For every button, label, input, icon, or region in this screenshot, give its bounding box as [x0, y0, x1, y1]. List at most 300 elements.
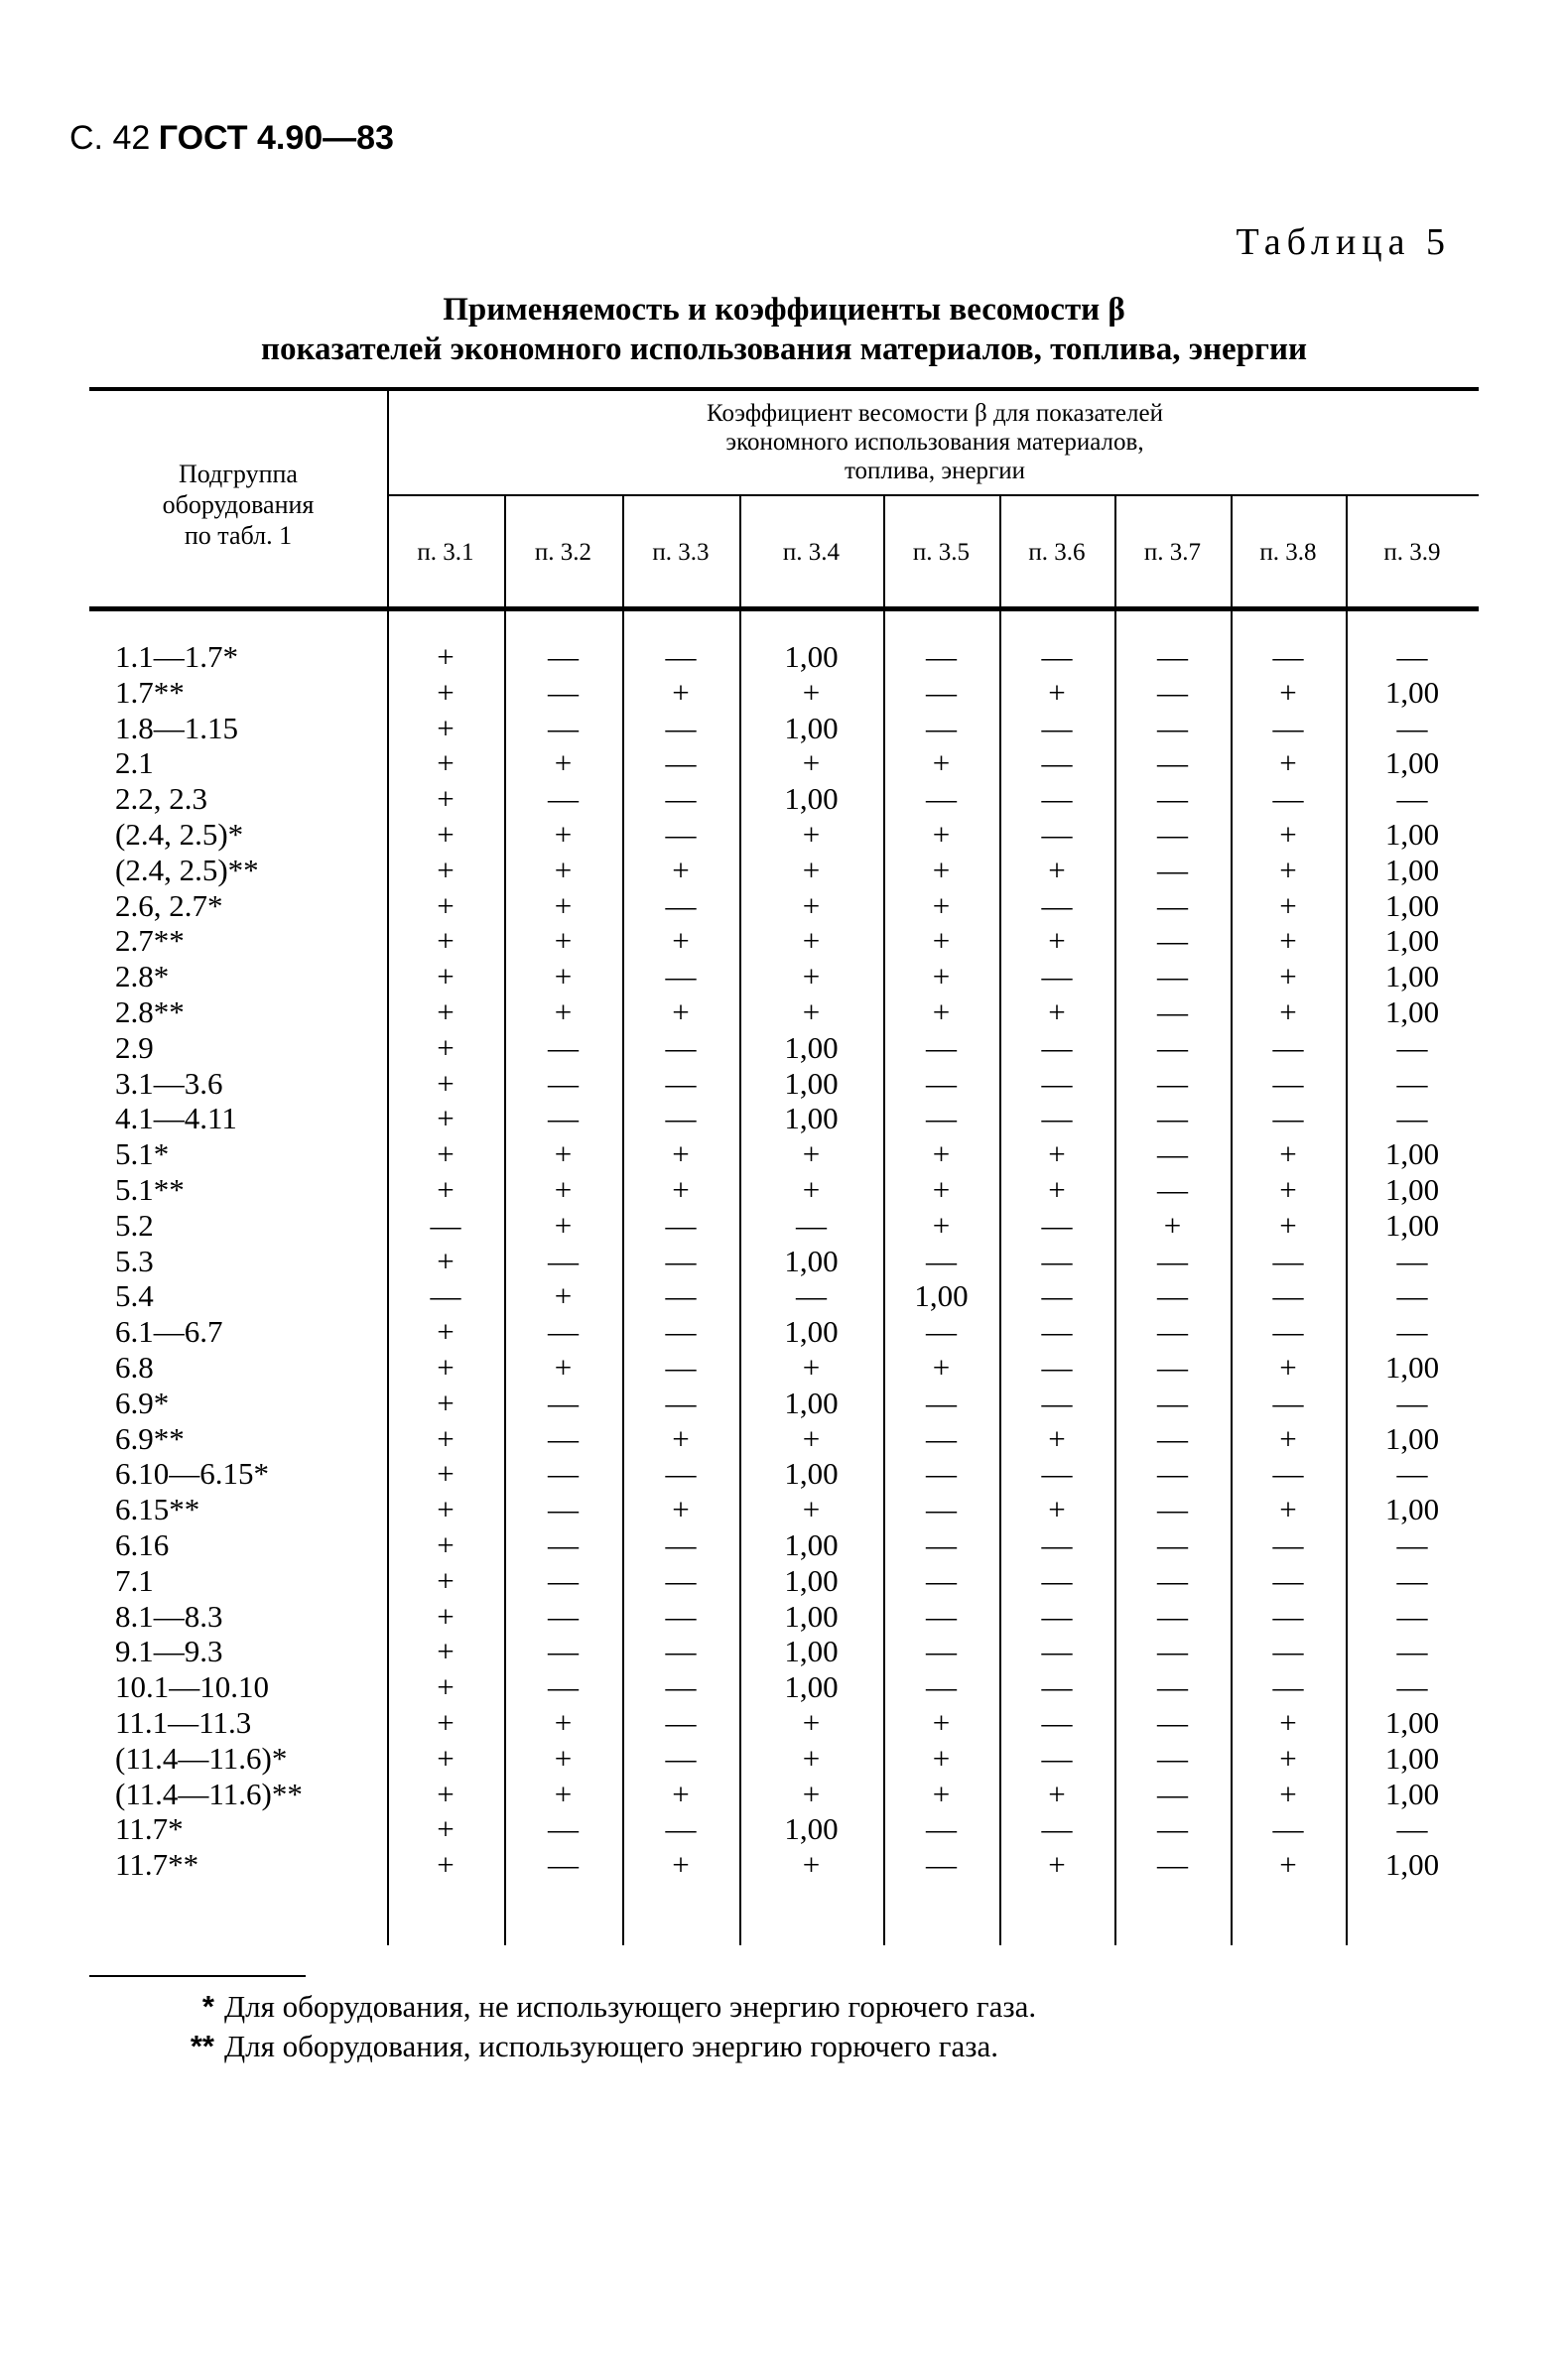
- coefficient-cell: —: [1041, 1634, 1073, 1669]
- coefficient-cell: +: [932, 1776, 951, 1811]
- coefficient-cell: —: [1396, 1314, 1428, 1350]
- table-row: [89, 1599, 1479, 1635]
- subgroup-cell: 6.10—6.15*: [115, 1456, 269, 1492]
- coefficient-cell: —: [548, 674, 579, 710]
- coefficient-cell: +: [802, 1492, 821, 1527]
- subgroup-cell: 1.1—1.7*: [115, 639, 238, 674]
- coefficient-cell: —: [1157, 852, 1188, 887]
- coefficient-cell: +: [437, 1598, 455, 1634]
- coefficient-cell: —: [1041, 1029, 1073, 1065]
- coefficient-cell: +: [1279, 959, 1297, 994]
- table-row: [89, 888, 1479, 924]
- page-header: [69, 119, 394, 158]
- coefficient-cell: —: [1041, 1101, 1073, 1136]
- coefficient-cell: —: [548, 781, 579, 817]
- table-row: [89, 711, 1479, 746]
- coefficient-cell: —: [1157, 1598, 1188, 1634]
- coefficient-cell: +: [932, 1740, 951, 1776]
- coefficient-cell: —: [1157, 1029, 1188, 1065]
- coefficient-cell: +: [802, 1740, 821, 1776]
- coefficient-cell: +: [554, 745, 573, 781]
- coefficient-cell: —: [1157, 1420, 1188, 1456]
- subgroup-cell: 5.2: [115, 1207, 154, 1243]
- coefficient-cell: 1,00: [784, 1101, 839, 1136]
- table-row: [89, 1527, 1479, 1563]
- coefficient-cell: +: [1279, 852, 1297, 887]
- coefficient-cell: —: [1272, 1669, 1304, 1705]
- coefficient-cell: —: [926, 1811, 957, 1847]
- column-header: п. 3.9: [1383, 539, 1441, 566]
- subgroup-cell: 4.1—4.11: [115, 1101, 237, 1136]
- coefficient-cell: —: [548, 1527, 579, 1562]
- coefficient-cell: —: [926, 1456, 957, 1492]
- coefficient-cell: —: [1041, 1669, 1073, 1705]
- coefficient-cell: +: [672, 1492, 690, 1527]
- coefficient-cell: —: [1041, 1314, 1073, 1350]
- table-row: [89, 1314, 1479, 1350]
- subgroup-cell: 3.1—3.6: [115, 1065, 223, 1101]
- coefficient-cell: —: [665, 1029, 697, 1065]
- coefficient-cell: —: [1157, 1740, 1188, 1776]
- coefficient-cell: 1,00: [1384, 887, 1440, 923]
- footnote-mark: *: [201, 1989, 214, 2024]
- coefficient-cell: 1,00: [1384, 1207, 1440, 1243]
- coefficient-cell: +: [437, 1350, 455, 1385]
- coefficient-cell: +: [437, 817, 455, 852]
- coefficient-cell: +: [437, 1243, 455, 1278]
- coefficient-cell: 1,00: [784, 1243, 839, 1278]
- coefficient-cell: 1,00: [1384, 1420, 1440, 1456]
- coefficient-cell: +: [554, 1207, 573, 1243]
- column-header: п. 3.1: [417, 539, 474, 566]
- coefficient-cell: +: [554, 1278, 573, 1314]
- subgroup-cell: 2.7**: [115, 923, 185, 959]
- coefficient-cell: —: [1396, 781, 1428, 817]
- coefficient-cell: 1,00: [1384, 1847, 1440, 1883]
- coefficient-cell: +: [802, 1847, 821, 1883]
- subgroup-cell: 2.1: [115, 745, 154, 781]
- table-row: [89, 853, 1479, 888]
- coefficient-cell: —: [1157, 1278, 1188, 1314]
- coefficient-cell: —: [1272, 1029, 1304, 1065]
- coefficient-cell: 1,00: [1384, 923, 1440, 959]
- subgroup-cell: 6.9*: [115, 1385, 170, 1420]
- coefficient-cell: +: [1048, 1492, 1066, 1527]
- coefficient-cell: —: [1157, 1669, 1188, 1705]
- coefficient-cell: +: [802, 1776, 821, 1811]
- subgroup-cell: 11.1—11.3: [115, 1705, 252, 1740]
- coefficient-cell: —: [665, 1669, 697, 1705]
- coefficient-cell: +: [932, 1705, 951, 1740]
- table-row: [89, 959, 1479, 994]
- coefficient-cell: 1,00: [784, 639, 839, 674]
- coefficient-cell: 1,00: [1384, 1136, 1440, 1172]
- coefficient-cell: +: [802, 1136, 821, 1172]
- coefficient-cell: +: [437, 1527, 455, 1562]
- coefficient-cell: +: [802, 817, 821, 852]
- coefficient-cell: +: [1279, 1172, 1297, 1207]
- coefficient-cell: 1,00: [1384, 959, 1440, 994]
- coefficient-cell: —: [1272, 1598, 1304, 1634]
- coefficient-cell: +: [932, 959, 951, 994]
- coefficient-cell: +: [932, 817, 951, 852]
- table-row: [89, 1705, 1479, 1741]
- subgroup-cell: 2.6, 2.7*: [115, 887, 223, 923]
- coefficient-cell: —: [665, 710, 697, 745]
- table-row: [89, 1669, 1479, 1705]
- coefficient-cell: 1,00: [784, 1065, 839, 1101]
- subgroup-cell: 2.8*: [115, 959, 170, 994]
- coefficient-cell: —: [926, 1847, 957, 1883]
- coefficient-cell: —: [1157, 1492, 1188, 1527]
- coefficient-cell: —: [926, 1527, 957, 1562]
- coefficient-cell: —: [926, 1562, 957, 1598]
- coefficient-cell: +: [1048, 994, 1066, 1029]
- coefficient-cell: —: [926, 1492, 957, 1527]
- coefficient-cell: +: [932, 994, 951, 1029]
- coefficient-cell: 1,00: [1384, 1492, 1440, 1527]
- subgroup-cell: 6.15**: [115, 1492, 200, 1527]
- coefficient-cell: —: [926, 1029, 957, 1065]
- coefficient-cell: +: [932, 1350, 951, 1385]
- subgroup-cell: 1.8—1.15: [115, 710, 238, 745]
- coefficient-cell: —: [548, 1492, 579, 1527]
- coefficient-cell: —: [665, 1101, 697, 1136]
- coefficient-cell: —: [1396, 1101, 1428, 1136]
- coefficient-cell: +: [1048, 1776, 1066, 1811]
- subgroup-cell: 6.16: [115, 1527, 170, 1562]
- subgroup-cell: 2.2, 2.3: [115, 781, 207, 817]
- coefficient-cell: +: [672, 1136, 690, 1172]
- coefficient-cell: +: [437, 959, 455, 994]
- coefficient-cell: 1,00: [1384, 1172, 1440, 1207]
- table-row: [89, 745, 1479, 781]
- coefficient-cell: 1,00: [1384, 1705, 1440, 1740]
- coefficient-cell: —: [1272, 1065, 1304, 1101]
- coefficient-cell: +: [1048, 1136, 1066, 1172]
- coefficient-cell: +: [437, 994, 455, 1029]
- coefficient-cell: +: [554, 852, 573, 887]
- coefficient-cell: +: [1048, 1847, 1066, 1883]
- coefficient-cell: +: [802, 923, 821, 959]
- coefficient-cell: 1,00: [784, 710, 839, 745]
- table-row: [89, 1634, 1479, 1669]
- coefficient-cell: —: [1041, 817, 1073, 852]
- coefficient-cell: —: [548, 1314, 579, 1350]
- coefficient-cell: —: [1272, 1634, 1304, 1669]
- coefficient-cell: —: [548, 1847, 579, 1883]
- coefficient-cell: +: [1279, 923, 1297, 959]
- column-header: п. 3.5: [912, 539, 971, 566]
- coefficient-cell: —: [1041, 1350, 1073, 1385]
- coefficient-cell: +: [1048, 852, 1066, 887]
- coefficient-cell: —: [1157, 817, 1188, 852]
- table-row: [89, 1456, 1479, 1492]
- table-row: [89, 817, 1479, 853]
- coefficient-cell: —: [1041, 1385, 1073, 1420]
- coefficient-cell: 1,00: [784, 1456, 839, 1492]
- subgroup-cell: 6.8: [115, 1350, 154, 1385]
- coefficient-cell: +: [1279, 1136, 1297, 1172]
- coefficient-cell: —: [548, 1065, 579, 1101]
- coefficient-cell: +: [1048, 923, 1066, 959]
- coefficient-cell: +: [437, 1740, 455, 1776]
- coefficient-cell: +: [437, 639, 455, 674]
- table-title-line2: показателей экономного использования материалов, топлива, энергии: [260, 331, 1308, 367]
- coefficient-cell: —: [430, 1207, 461, 1243]
- coefficient-cell: 1,00: [1384, 1776, 1440, 1811]
- coefficient-cell: —: [548, 1456, 579, 1492]
- coefficient-cell: +: [554, 1705, 573, 1740]
- coefficient-cell: +: [672, 1776, 690, 1811]
- coefficient-cell: —: [1157, 1350, 1188, 1385]
- coefficient-cell: —: [1272, 1562, 1304, 1598]
- coefficient-cell: +: [802, 745, 821, 781]
- coefficient-cell: —: [1272, 639, 1304, 674]
- coefficient-cell: —: [1157, 1172, 1188, 1207]
- table-row: [89, 994, 1479, 1030]
- subgroup-cell: 5.1*: [115, 1136, 170, 1172]
- subgroup-cell: 9.1—9.3: [115, 1634, 223, 1669]
- column-header: п. 3.6: [1028, 539, 1086, 566]
- subgroup-column-header: [89, 459, 387, 551]
- coef-header-line: топлива, энергии: [844, 458, 1026, 484]
- coefficient-cell: +: [1279, 745, 1297, 781]
- coefficient-cell: +: [932, 745, 951, 781]
- coefficient-cell: —: [1041, 1811, 1073, 1847]
- coefficient-cell: +: [1048, 674, 1066, 710]
- coefficient-cell: —: [1157, 639, 1188, 674]
- coefficient-cell: —: [926, 1065, 957, 1101]
- coefficient-cell: —: [548, 1029, 579, 1065]
- coef-header-line: экономного использования материалов,: [725, 429, 1144, 456]
- coefficient-cell: —: [1396, 1065, 1428, 1101]
- coefficient-cell: —: [796, 1207, 827, 1243]
- coefficient-cell: —: [665, 1562, 697, 1598]
- coefficient-cell: +: [554, 1350, 573, 1385]
- coefficient-cell: —: [1272, 1101, 1304, 1136]
- column-header: п. 3.4: [782, 539, 841, 566]
- coefficient-cell: +: [672, 994, 690, 1029]
- coefficient-cell: —: [1272, 781, 1304, 817]
- coefficient-cell: +: [437, 1172, 455, 1207]
- table-row: [89, 1563, 1479, 1599]
- coefficient-cell: —: [548, 1101, 579, 1136]
- coefficient-cell: +: [554, 923, 573, 959]
- coefficient-cell: —: [1157, 1811, 1188, 1847]
- coefficient-cell: —: [926, 710, 957, 745]
- coefficient-cell: +: [437, 1776, 455, 1811]
- table-row: [89, 1208, 1479, 1244]
- coefficient-cell: —: [1041, 1207, 1073, 1243]
- coefficient-cell: —: [1396, 639, 1428, 674]
- table-label: Таблица 5: [1236, 221, 1451, 263]
- coefficient-cell: —: [548, 1420, 579, 1456]
- coefficient-cell: —: [1272, 1811, 1304, 1847]
- coefficient-cell: —: [926, 1314, 957, 1350]
- coefficient-cell: —: [926, 1243, 957, 1278]
- coefficient-cell: —: [1396, 1029, 1428, 1065]
- coefficient-cell: —: [1396, 1385, 1428, 1420]
- coefficient-cell: —: [1157, 1314, 1188, 1350]
- coefficient-cell: —: [1396, 1562, 1428, 1598]
- top-rule: [89, 387, 1479, 391]
- table-row: [89, 675, 1479, 711]
- coefficient-cell: +: [437, 745, 455, 781]
- table-row: [89, 639, 1479, 675]
- table-row: [89, 1492, 1479, 1527]
- column-header: п. 3.3: [652, 539, 710, 566]
- coefficient-cell: +: [932, 852, 951, 887]
- coefficient-cell: +: [437, 1811, 455, 1847]
- coefficient-cell: 1,00: [784, 1634, 839, 1669]
- subgroup-cell: 10.1—10.10: [115, 1669, 269, 1705]
- coefficient-cell: +: [802, 1172, 821, 1207]
- coefficient-cell: —: [548, 1385, 579, 1420]
- coefficient-cell: +: [437, 1065, 455, 1101]
- coefficient-cell: +: [437, 1492, 455, 1527]
- coefficient-cell: +: [437, 1669, 455, 1705]
- header-bottom-rule: [89, 606, 1479, 611]
- table-row: [89, 923, 1479, 959]
- coefficient-cell: +: [437, 674, 455, 710]
- subgroup-cell: (11.4—11.6)*: [115, 1740, 288, 1776]
- coefficient-cell: —: [926, 1634, 957, 1669]
- table-row: [89, 1101, 1479, 1136]
- coefficient-cell: —: [926, 781, 957, 817]
- coefficient-cell: 1,00: [784, 1598, 839, 1634]
- coefficient-cell: +: [1279, 887, 1297, 923]
- table-row: [89, 1421, 1479, 1457]
- table-row: [89, 1741, 1479, 1777]
- footnote-mark: **: [190, 2029, 214, 2063]
- coefficient-cell: —: [1272, 1314, 1304, 1350]
- coefficient-cell: 1,00: [784, 1029, 839, 1065]
- subgroup-cell: 6.9**: [115, 1420, 185, 1456]
- coefficient-cell: —: [1157, 1776, 1188, 1811]
- header-subrule: [387, 494, 1479, 496]
- coefficient-cell: —: [665, 781, 697, 817]
- coefficient-cell: +: [1048, 1420, 1066, 1456]
- subgroup-cell: 8.1—8.3: [115, 1598, 223, 1634]
- coefficient-cell: 1,00: [784, 781, 839, 817]
- coefficient-cell: +: [1279, 1420, 1297, 1456]
- coefficient-cell: 1,00: [784, 1527, 839, 1562]
- footnote-rule: [89, 1975, 306, 1977]
- coefficient-cell: —: [1157, 994, 1188, 1029]
- coefficient-cell: 1,00: [1384, 1740, 1440, 1776]
- coefficient-cell: —: [1396, 1598, 1428, 1634]
- coefficient-cell: —: [1041, 1562, 1073, 1598]
- coefficient-cell: —: [1041, 1740, 1073, 1776]
- coefficient-cell: —: [926, 1669, 957, 1705]
- table-row: [89, 1278, 1479, 1314]
- table-row: [89, 1847, 1479, 1883]
- coefficient-cell: —: [1396, 1243, 1428, 1278]
- coefficient-cell: —: [1041, 745, 1073, 781]
- coefficient-cell: +: [437, 1101, 455, 1136]
- coefficient-cell: —: [548, 639, 579, 674]
- coefficient-cell: —: [1157, 674, 1188, 710]
- coefficient-cell: —: [1272, 1385, 1304, 1420]
- coefficient-cell: —: [548, 1598, 579, 1634]
- column-header: п. 3.8: [1259, 539, 1317, 566]
- coefficient-cell: —: [1041, 1278, 1073, 1314]
- coefficient-cell: +: [802, 994, 821, 1029]
- coefficient-cell: —: [665, 1705, 697, 1740]
- coefficient-cell: —: [1041, 1527, 1073, 1562]
- coefficient-cell: +: [554, 817, 573, 852]
- coefficient-cell: +: [802, 1350, 821, 1385]
- coefficient-cell: +: [932, 1136, 951, 1172]
- coefficient-cell: —: [926, 1598, 957, 1634]
- coefficient-cell: —: [926, 1101, 957, 1136]
- coefficient-cell: +: [437, 1136, 455, 1172]
- coefficient-cell: 1,00: [784, 1314, 839, 1350]
- coefficient-cell: +: [932, 1207, 951, 1243]
- footnote-text: Для оборудования, не использующего энергию горючего газа.: [224, 1989, 1037, 2024]
- coefficient-cell: —: [1157, 1847, 1188, 1883]
- coefficient-cell: —: [1396, 1456, 1428, 1492]
- coefficient-cell: —: [1157, 1527, 1188, 1562]
- coefficient-cell: —: [665, 745, 697, 781]
- coefficient-cell: —: [926, 1385, 957, 1420]
- coefficient-cell: +: [802, 1705, 821, 1740]
- coefficient-cell: +: [802, 1420, 821, 1456]
- coefficient-cell: +: [672, 1172, 690, 1207]
- coefficient-cell: +: [554, 887, 573, 923]
- page-number: С. 42: [69, 119, 151, 157]
- coefficient-cell: +: [437, 1029, 455, 1065]
- table-row: [89, 781, 1479, 817]
- coefficient-cell: 1,00: [914, 1278, 969, 1314]
- applicability-table: [89, 387, 1479, 1945]
- coefficient-cell: +: [672, 1420, 690, 1456]
- coefficient-cell: —: [665, 1456, 697, 1492]
- coefficient-cell: +: [1279, 1350, 1297, 1385]
- coefficient-cell: 1,00: [1384, 817, 1440, 852]
- coefficient-cell: 1,00: [784, 1385, 839, 1420]
- coefficient-cell: 1,00: [1384, 1350, 1440, 1385]
- table-row: [89, 1172, 1479, 1208]
- coefficient-cell: +: [554, 1136, 573, 1172]
- table-row: [89, 1030, 1479, 1066]
- subgroup-header-line: оборудования: [162, 490, 315, 519]
- coefficient-cell: +: [672, 852, 690, 887]
- coefficient-cell: —: [548, 710, 579, 745]
- coefficient-cell: +: [437, 1562, 455, 1598]
- coefficient-cell: —: [1157, 959, 1188, 994]
- coefficient-cell: —: [665, 639, 697, 674]
- coefficient-cell: +: [554, 959, 573, 994]
- coefficient-cell: +: [437, 1705, 455, 1740]
- coefficient-cell: —: [665, 887, 697, 923]
- subgroup-cell: 2.9: [115, 1029, 154, 1065]
- coefficient-cell: —: [926, 639, 957, 674]
- coefficient-cell: 1,00: [784, 1562, 839, 1598]
- coefficient-cell: +: [802, 887, 821, 923]
- coefficient-cell: —: [1157, 1101, 1188, 1136]
- coefficient-cell: —: [665, 817, 697, 852]
- coefficient-cell: —: [665, 1207, 697, 1243]
- subgroup-header-line: по табл. 1: [184, 521, 293, 550]
- table-row: [89, 1136, 1479, 1172]
- coefficient-cell: —: [665, 1350, 697, 1385]
- coefficient-cell: —: [1041, 887, 1073, 923]
- column-header: п. 3.2: [534, 539, 592, 566]
- coefficient-cell: +: [437, 887, 455, 923]
- coefficient-cell: —: [1396, 1527, 1428, 1562]
